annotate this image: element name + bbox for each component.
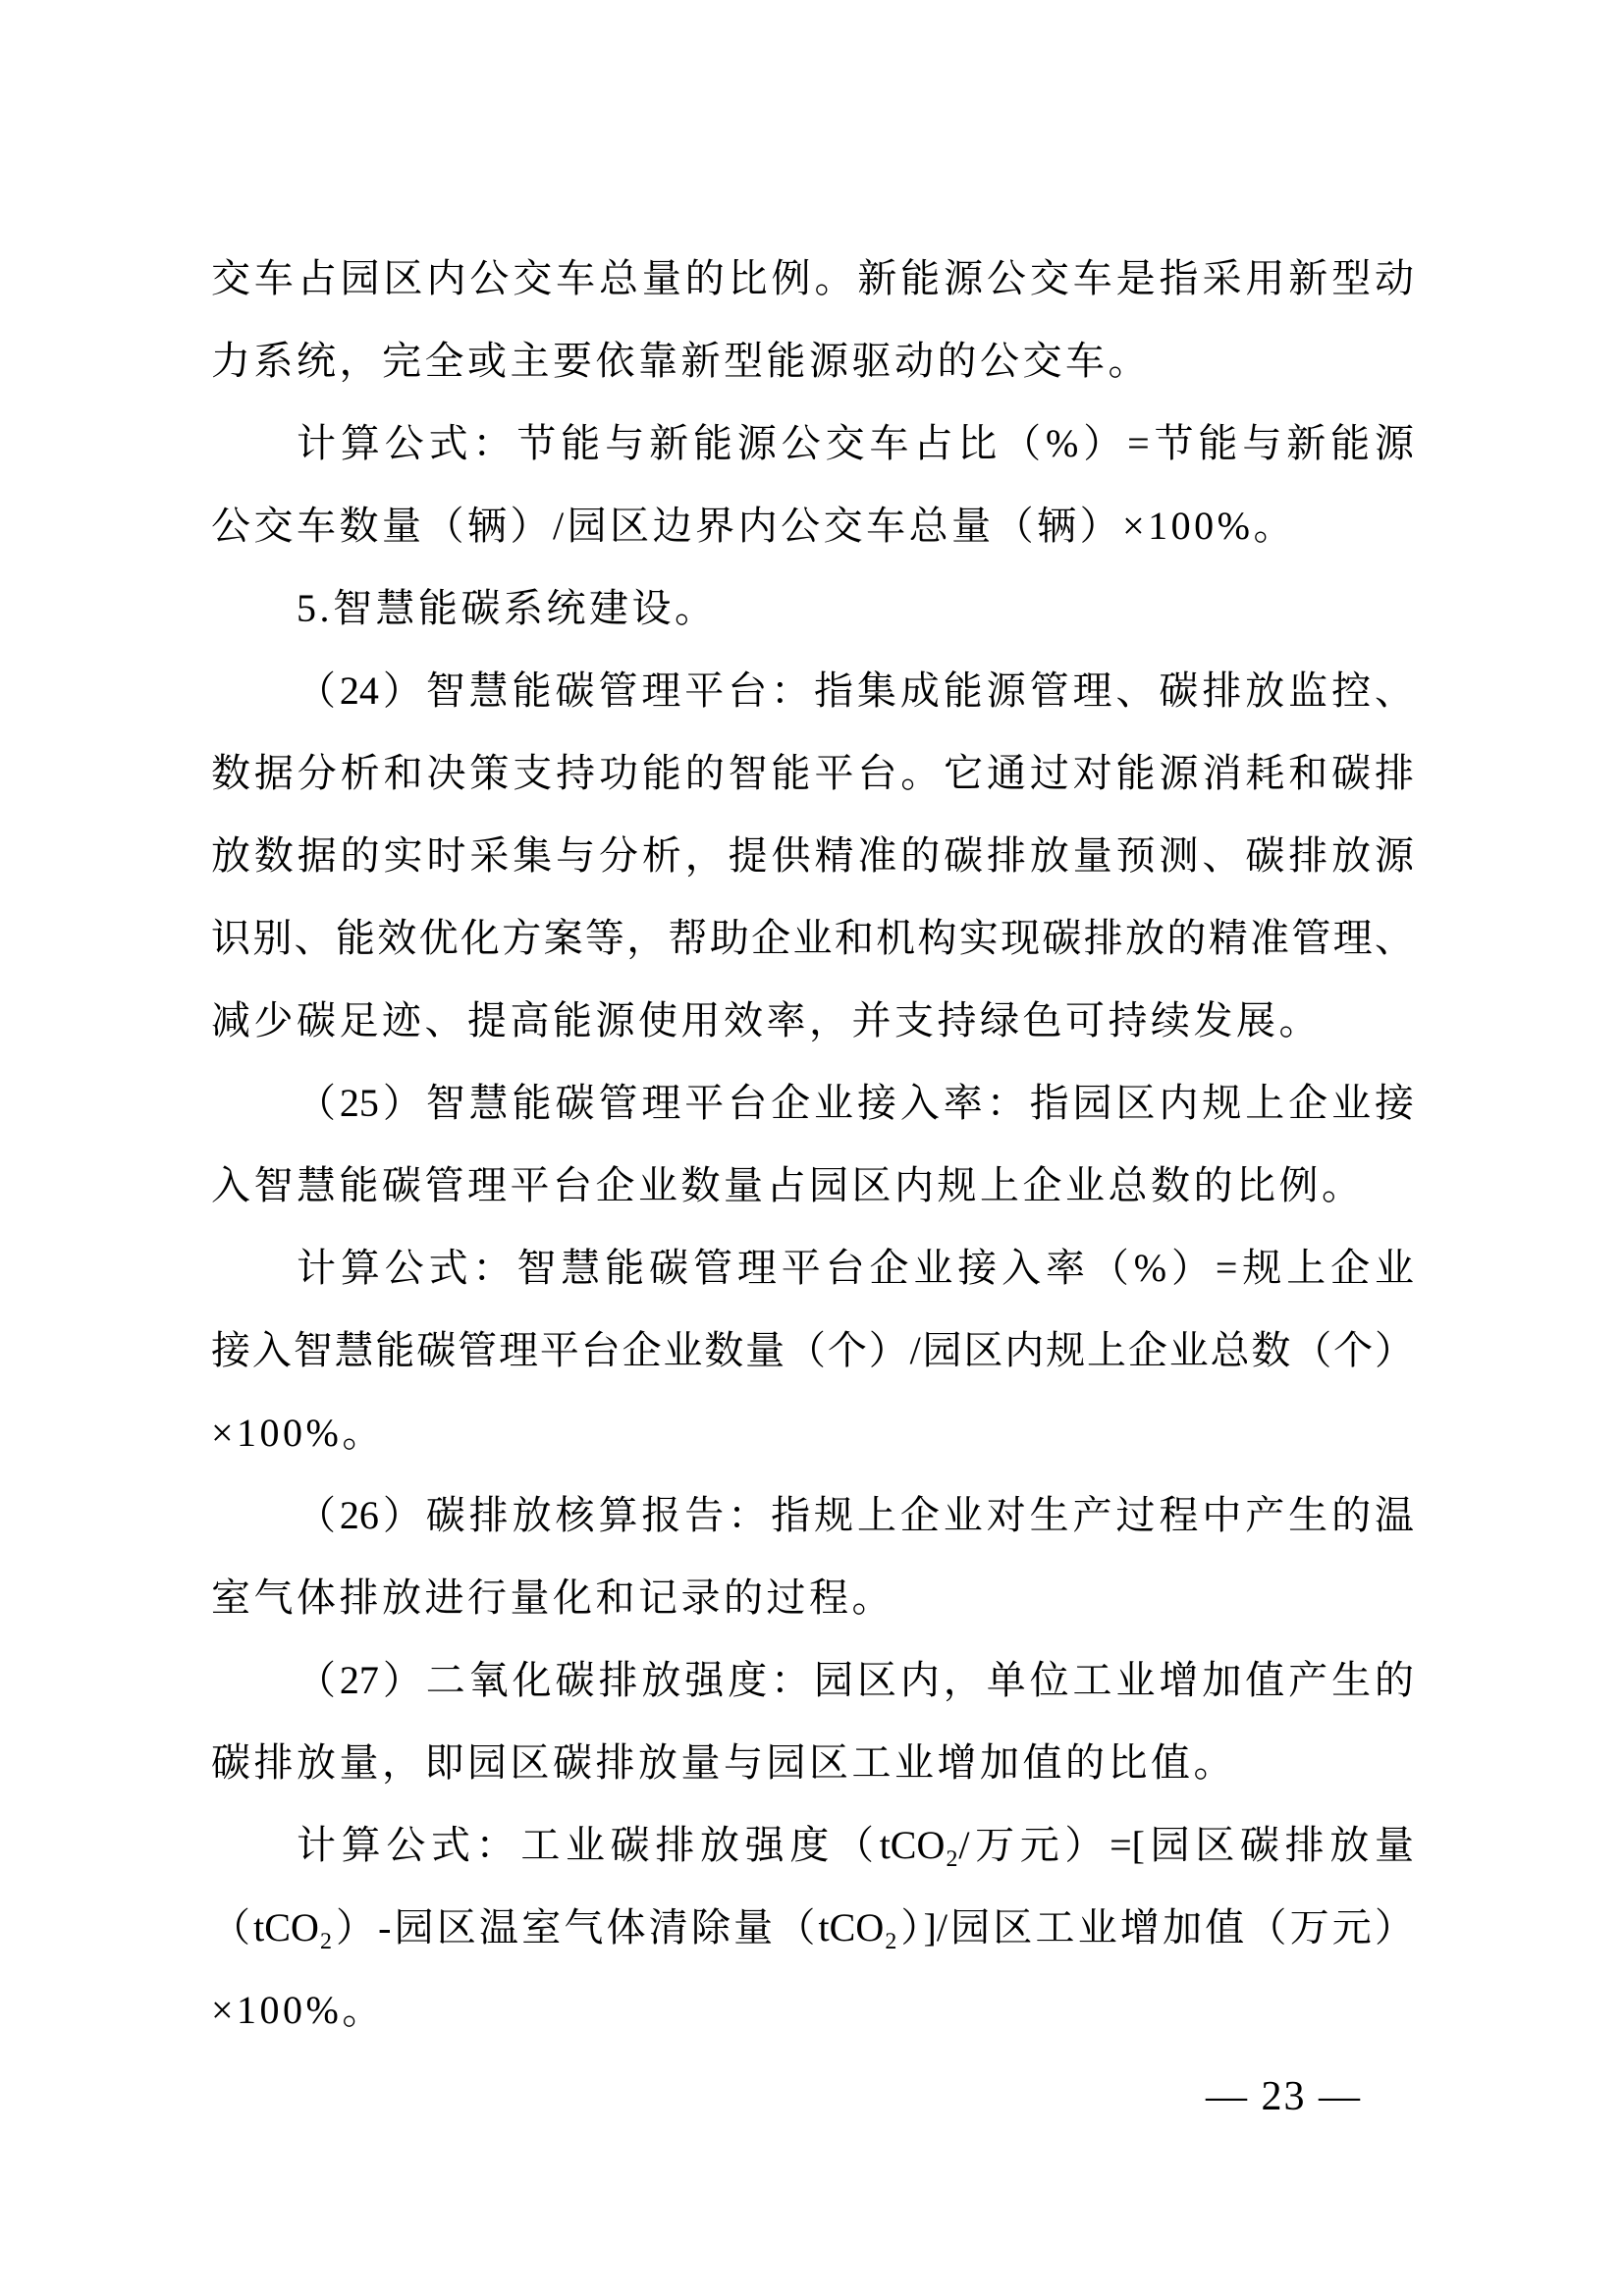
document-line: 公交车数量（辆）/园区边界内公交车总量（辆）×100%。 <box>211 504 1296 548</box>
document-line: 交车占园区内公交车总量的比例。新能源公交车是指采用新型动 <box>211 256 1414 300</box>
document-line: 力系统，完全或主要依靠新型能源驱动的公交车。 <box>211 339 1151 383</box>
document-line: （25）智慧能碳管理平台企业接入率：指园区内规上企业接 <box>297 1081 1414 1125</box>
document-line: 入智慧能碳管理平台企业数量占园区内规上企业总数的比例。 <box>211 1163 1365 1207</box>
document-line: 室气体排放进行量化和记录的过程。 <box>211 1575 894 1620</box>
document-line: 放数据的实时采集与分析，提供精准的碳排放量预测、碳排放源 <box>211 833 1414 878</box>
document-line: 计算公式：节能与新能源公交车占比（%）=节能与新能源 <box>297 421 1414 465</box>
document-line: （tCO₂）-园区温室气体清除量（tCO₂）]/园区工业增加值（万元） <box>211 1905 1414 1949</box>
document-line: 计算公式：智慧能碳管理平台企业接入率（%）=规上企业 <box>297 1246 1414 1290</box>
document-line: （27）二氧化碳排放强度：园区内，单位工业增加值产生的 <box>297 1658 1414 1702</box>
document-line: 碳排放量，即园区碳排放量与园区工业增加值的比值。 <box>211 1740 1236 1785</box>
document-line: 接入智慧能碳管理平台企业数量（个）/园区内规上企业总数（个） <box>211 1328 1414 1372</box>
document-line: 计算公式：工业碳排放强度（tCO₂/万元）=[园区碳排放量 <box>297 1823 1414 1867</box>
document-line: （24）智慧能碳管理平台：指集成能源管理、碳排放监控、 <box>297 668 1414 713</box>
document-line: （26）碳排放核算报告：指规上企业对生产过程中产生的温 <box>297 1493 1414 1537</box>
page-number: — 23 — <box>1206 2074 1362 2119</box>
document-line: ×100%。 <box>211 1411 385 1455</box>
document-body-text <box>211 238 1414 2052</box>
document-line: 减少碳足迹、提高能源使用效率，并支持绿色可持续发展。 <box>211 998 1322 1042</box>
document-line: 识别、能效优化方案等，帮助企业和机构实现碳排放的精准管理、 <box>211 916 1414 960</box>
document-line: 5.智慧能碳系统建设。 <box>297 586 718 630</box>
document-line: ×100%。 <box>211 1988 385 2032</box>
document-line: 数据分析和决策支持功能的智能平台。它通过对能源消耗和碳排 <box>211 751 1414 795</box>
